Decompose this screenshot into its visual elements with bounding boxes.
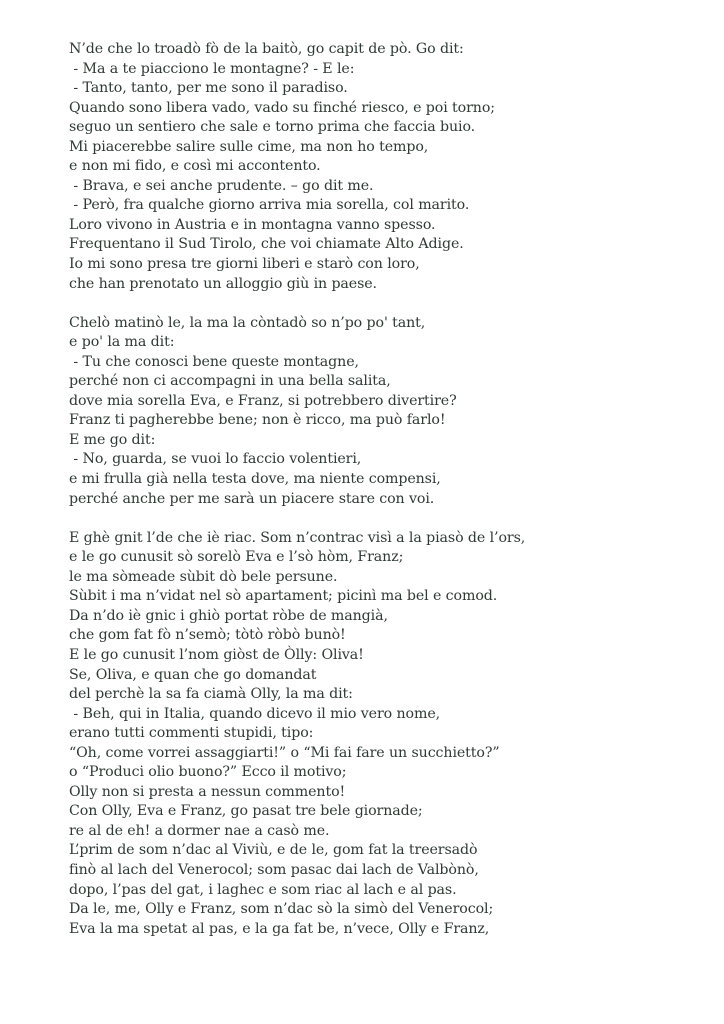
text-line: Da le, me, Olly e Franz, som n’dac sò la simò del Venerocol; <box>69 901 494 918</box>
text-line: che han prenotato un alloggio giù in paese. <box>69 275 377 292</box>
text-line: - Beh, qui in Italia, quando dicevo il mio vero nome, <box>69 705 441 722</box>
text-line: - Tanto, tanto, per me sono il paradiso. <box>69 80 348 97</box>
text-line: Frequentano il Sud Tirolo, che voi chiamate Alto Adige. <box>69 236 464 253</box>
text-line: L’prim de som n’dac al Viviù, e de le, gom fat la treersadò <box>69 842 478 859</box>
text-line: E le go cunusit l’nom giòst de Òlly: Oliva! <box>69 646 364 663</box>
text-line: e mi frulla già nella testa dove, ma niente compensi, <box>69 471 441 488</box>
text-line: - Ma a te piacciono le montagne? - E le: <box>69 60 355 77</box>
text-line: Eva la ma spetat al pas, e la ga fat be, n’vece, Olly e Franz, <box>69 920 490 937</box>
text-line: che gom fat fò n’semò; tòtò ròbò bunò! <box>69 627 346 644</box>
text-line: perché non ci accompagni in una bella salita, <box>69 373 391 390</box>
text-line: - Tu che conosci bene queste montagne, <box>69 353 359 370</box>
text-line: Franz ti pagherebbe bene; non è ricco, ma può farlo! <box>69 412 446 429</box>
text-line: Sùbit i ma n’vidat nel sò apartament; picinì ma bel e comod. <box>69 588 498 605</box>
text-line: E ghè gnit l’de che iè riac. Som n’contrac visì a la piasò de l’ors, <box>69 529 526 546</box>
text-line: - No, guarda, se vuoi lo faccio volentieri, <box>69 451 362 468</box>
text-line: Mi piacerebbe salire sulle cime, ma non ho tempo, <box>69 138 429 155</box>
text-line: e non mi fido, e così mi accontento. <box>69 158 321 175</box>
text-line: - Brava, e sei anche prudente. – go dit me. <box>69 177 374 194</box>
text-line: erano tutti commenti stupidi, tipo: <box>69 725 314 742</box>
text-line: del perchè la sa fa ciamà Olly, la ma dit: <box>69 686 353 703</box>
text-line: dove mia sorella Eva, e Franz, si potrebbero divertire? <box>69 392 457 409</box>
text-line: seguo un sentiero che sale e torno prima che faccia buio. <box>69 119 476 136</box>
text-line: perché anche per me sarà un piacere stare con voi. <box>69 490 435 507</box>
text-line: E me go dit: <box>69 431 156 448</box>
text-line: Quando sono libera vado, vado su finché riesco, e poi torno; <box>69 99 495 116</box>
text-line: e le go cunusit sò sorelò Eva e l’sò hòm, Franz; <box>69 549 404 566</box>
text-line: - Però, fra qualche giorno arriva mia sorella, col marito. <box>69 197 470 214</box>
text-line: dopo, l’pas del gat, i laghec e som riac al lach e al pas. <box>69 881 457 898</box>
stanza-2 <box>69 314 689 509</box>
text-line: e po' la ma dit: <box>69 334 175 351</box>
text-line: Loro vivono in Austria e in montagna vanno spesso. <box>69 216 436 233</box>
text-line: N’de che lo troadò fò de la baitò, go capit de pò. Go dit: <box>69 41 464 57</box>
text-line: Chelò matinò le, la ma la còntadò so n’po po' tant, <box>69 314 426 331</box>
text-line: Io mi sono presa tre giorni liberi e starò con loro, <box>69 256 420 273</box>
text-line: finò al lach del Venerocol; som pasac dai lach de Valbònò, <box>69 861 479 878</box>
text-line: Da n’do iè gnic i ghiò portat ròbe de mangià, <box>69 607 388 624</box>
stanza-1 <box>69 40 689 294</box>
document-page <box>69 40 689 959</box>
text-line: o “Produci olio buono?” Ecco il motivo; <box>69 764 347 781</box>
stanza-3 <box>69 529 689 939</box>
text-line: Olly non si presta a nessun commento! <box>69 783 346 800</box>
text-line: re al de eh! a dormer nae a casò me. <box>69 822 330 839</box>
text-line: Con Olly, Eva e Franz, go pasat tre bele giornade; <box>69 803 423 820</box>
text-line: le ma sòmeade sùbit dò bele persune. <box>69 568 338 585</box>
text-line: Se, Oliva, e quan che go domandat <box>69 666 317 683</box>
text-line: “Oh, come vorrei assaggiarti!” o “Mi fai fare un succhietto?” <box>69 744 500 761</box>
